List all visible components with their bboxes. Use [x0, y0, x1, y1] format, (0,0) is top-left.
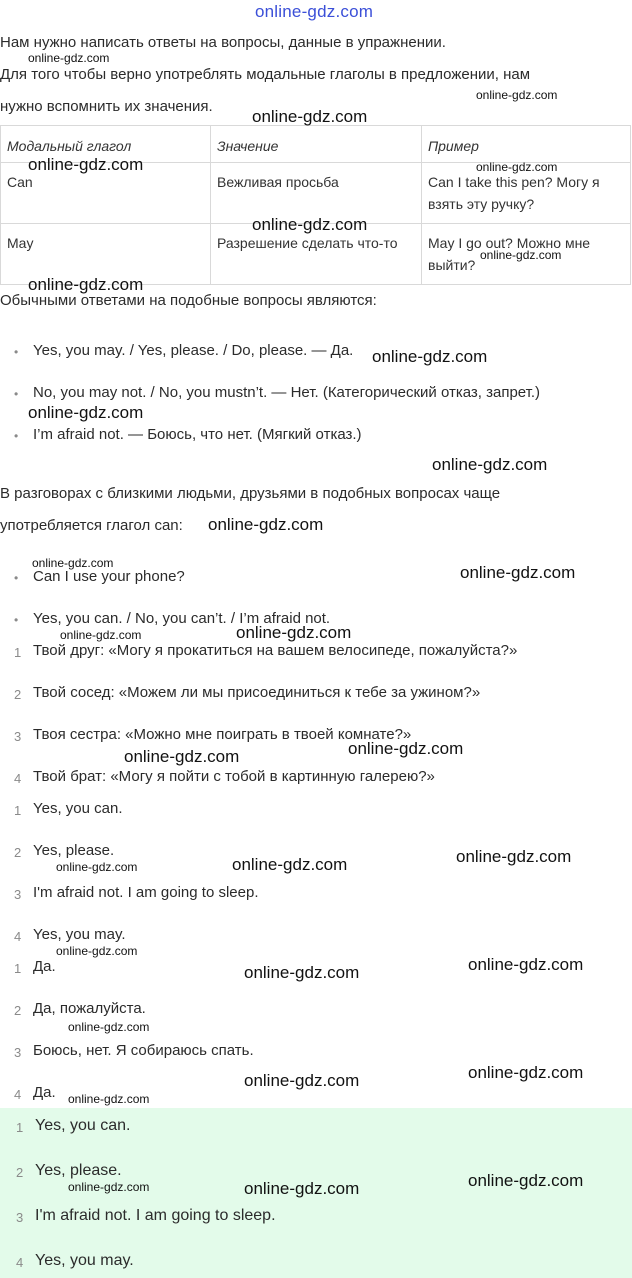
- question-item: Твой брат: «Могу я пойти с тобой в картинную галерею?»: [33, 768, 435, 785]
- answer-item: Yes, please.: [33, 842, 115, 859]
- watermark: online-gdz.com: [28, 275, 144, 294]
- question-item: Твоя сестра: «Можно мне поиграть в твоей комнате?»: [33, 726, 412, 743]
- list-number: 1: [14, 803, 22, 818]
- watermark: online-gdz.com: [460, 563, 576, 582]
- list-item: No, you may not. / No, you mustn’t. — Нет. (Категорический отказ, запрет.): [33, 384, 541, 401]
- table-cell: Can: [1, 163, 211, 224]
- list-number: 4: [14, 1087, 22, 1102]
- list-number: 1: [14, 645, 22, 660]
- list-item: Yes, you can. / No, you can’t. / I’m afraid not.: [33, 610, 331, 627]
- list-number: 3: [14, 729, 22, 744]
- watermark: online-gdz.com: [252, 215, 368, 234]
- watermark: online-gdz.com: [468, 955, 584, 974]
- watermark: online-gdz.com: [236, 623, 352, 642]
- watermark: online-gdz.com: [28, 155, 144, 174]
- watermark: online-gdz.com: [476, 160, 558, 174]
- watermark: online-gdz.com: [468, 1063, 584, 1082]
- bullet-icon: •: [14, 571, 19, 585]
- watermark: online-gdz.com: [208, 515, 324, 534]
- translation-item: Да.: [33, 1084, 56, 1101]
- answer-item: Yes, you can.: [33, 800, 123, 817]
- list-item: Can I use your phone?: [33, 568, 185, 585]
- list-number: 2: [16, 1165, 24, 1180]
- answers-intro: Обычными ответами на подобные вопросы являются:: [0, 292, 377, 309]
- translation-item: Боюсь, нет. Я собираюсь спать.: [33, 1042, 254, 1059]
- intro-line-1: Для того чтобы верно употреблять модальные глаголы в предложении, нам: [0, 66, 531, 83]
- list-number: 4: [14, 929, 22, 944]
- intro-line-2: нужно вспомнить их значения.: [0, 98, 213, 115]
- table-cell: May: [1, 224, 211, 285]
- list-number: 3: [16, 1210, 24, 1225]
- list-number: 1: [16, 1120, 24, 1135]
- watermark: online-gdz.com: [68, 1020, 150, 1034]
- list-number: 2: [14, 687, 22, 702]
- watermark: online-gdz.com: [244, 1071, 360, 1090]
- table-cell: Разрешение сделать что-то: [211, 224, 422, 285]
- final-answer-item: I'm afraid not. I am going to sleep.: [35, 1207, 276, 1224]
- watermark: online-gdz.com: [28, 51, 110, 65]
- final-answer-item: Yes, you can.: [35, 1117, 131, 1134]
- watermark: online-gdz.com: [348, 739, 464, 758]
- watermark: online-gdz.com: [244, 1179, 360, 1198]
- watermark: online-gdz.com: [432, 455, 548, 474]
- watermark: online-gdz.com: [56, 944, 138, 958]
- translation-item: Да.: [33, 958, 56, 975]
- list-number: 1: [14, 961, 22, 976]
- bullet-icon: •: [14, 345, 19, 359]
- table-header: Пример: [422, 126, 631, 163]
- bullet-icon: •: [14, 613, 19, 627]
- answer-item: Yes, you may.: [33, 926, 126, 943]
- watermark: online-gdz.com: [476, 88, 558, 102]
- answer-item: I'm afraid not. I am going to sleep.: [33, 884, 259, 901]
- list-item: I’m afraid not. — Боюсь, что нет. (Мягкий отказ.): [33, 426, 362, 443]
- bullet-icon: •: [14, 429, 19, 443]
- table-cell: Can I take this pen? Могу я взять эту ручку?: [422, 163, 631, 224]
- watermark: online-gdz.com: [244, 963, 360, 982]
- list-number: 3: [14, 887, 22, 902]
- watermark: online-gdz.com: [372, 347, 488, 366]
- watermark: online-gdz.com: [68, 1180, 150, 1194]
- table-header: Значение: [211, 126, 422, 163]
- watermark: online-gdz.com: [56, 860, 138, 874]
- watermark: online-gdz.com: [32, 556, 114, 570]
- question-item: Твой сосед: «Можем ли мы присоединиться к тебе за ужином?»: [33, 684, 481, 701]
- list-number: 3: [14, 1045, 22, 1060]
- table-header: Модальный глагол: [1, 126, 211, 163]
- final-answer-item: Yes, please.: [35, 1162, 122, 1179]
- watermark: online-gdz.com: [28, 403, 144, 422]
- question-item: Твой друг: «Могу я прокатиться на вашем велосипеде, пожалуйста?»: [33, 642, 518, 659]
- watermark: online-gdz.com: [68, 1092, 150, 1106]
- watermark: online-gdz.com: [232, 855, 348, 874]
- watermark: online-gdz.com: [468, 1171, 584, 1190]
- table-cell: May I go out? Можно мне выйти?: [422, 224, 631, 285]
- watermark: online-gdz.com: [456, 847, 572, 866]
- friends-paragraph-line-2: употребляется глагол can:: [0, 517, 183, 534]
- list-number: 2: [14, 1003, 22, 1018]
- watermark: online-gdz.com: [252, 107, 368, 126]
- final-answer-item: Yes, you may.: [35, 1252, 134, 1269]
- watermark: online-gdz.com: [480, 248, 562, 262]
- site-header-link[interactable]: online-gdz.com: [255, 2, 374, 21]
- intro-paragraph: Нам нужно написать ответы на вопросы, данные в упражнении.: [0, 34, 446, 51]
- list-number: 4: [14, 771, 22, 786]
- list-number: 2: [14, 845, 22, 860]
- list-number: 4: [16, 1255, 24, 1270]
- translation-item: Да, пожалуйста.: [33, 1000, 146, 1017]
- watermark: online-gdz.com: [124, 747, 240, 766]
- bullet-icon: •: [14, 387, 19, 401]
- friends-paragraph-line-1: В разговорах с близкими людьми, друзьями в подобных вопросах чаще: [0, 485, 501, 502]
- table-cell: Вежливая просьба: [211, 163, 422, 224]
- watermark: online-gdz.com: [60, 628, 142, 642]
- list-item: Yes, you may. / Yes, please. / Do, please. — Да.: [33, 342, 354, 359]
